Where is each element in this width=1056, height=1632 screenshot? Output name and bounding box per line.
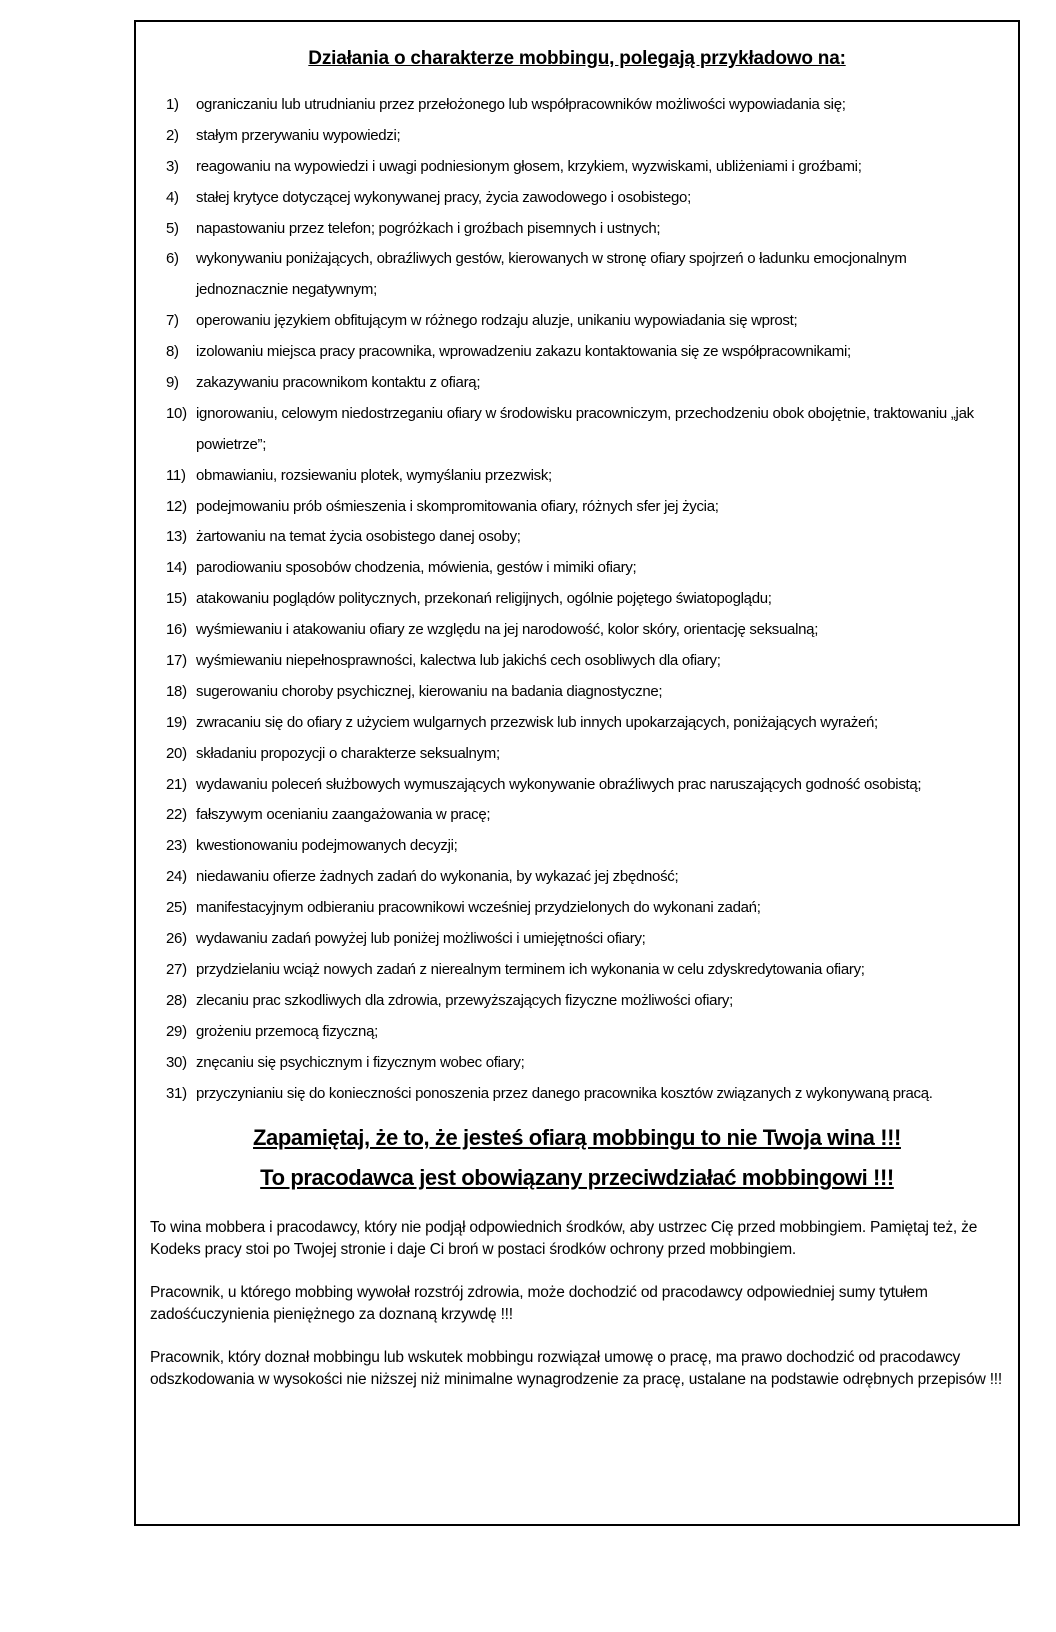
list-item (166, 553, 1000, 584)
list-item (166, 831, 1000, 862)
item-number: 16) (166, 621, 187, 639)
list-item (166, 244, 1000, 306)
list-item (166, 368, 1000, 399)
list-item (166, 584, 1000, 615)
item-text: wyśmiewaniu i atakowaniu ofiary ze względu na jej narodowość, kolor skóry, orientację seksualną; (196, 621, 819, 639)
item-text: zlecaniu prac szkodliwych dla zdrowia, przewyższających fizyczne możliwości ofiary; (196, 991, 733, 1009)
item-number: 19) (166, 713, 187, 731)
item-text: ograniczaniu lub utrudnianiu przez przełożonego lub współpracowników możliwości wypowiadania się; (196, 96, 846, 113)
item-number: 25) (166, 899, 187, 917)
item-text: zwracaniu się do ofiary z użyciem wulgarnych przezwisk lub innych upokarzających, poniżających wyrażeń; (196, 713, 878, 731)
item-text: kwestionowaniu podejmowanych decyzji; (196, 837, 458, 855)
item-number: 26) (166, 930, 187, 948)
item-text: grożeniu przemocą fizyczną; (196, 1022, 378, 1040)
list-item (166, 306, 1000, 337)
list-item (166, 492, 1000, 523)
item-number: 29) (166, 1022, 187, 1040)
item-number: 3) (166, 157, 179, 175)
list-item (166, 986, 1000, 1017)
emphasis-heading-victim-not-guilty: Zapamiętaj, że to, że jesteś ofiarą mobbingu to nie Twoja wina !!! (253, 1125, 901, 1151)
list-item (166, 522, 1000, 553)
item-number: 22) (166, 806, 187, 824)
list-item (166, 615, 1000, 646)
list-item (166, 183, 1000, 214)
paragraph-contract-termination-compensation: Pracownik, który doznał mobbingu lub wskutek mobbingu rozwiązał umowę o pracę, ma prawo dochodzić od pracodawcy odszkodowania w wysokości nie niższej niż minimalne wynagrodzenie za pracę, ustalane na podstawie odrębnych przepisów !!! (150, 1349, 1003, 1389)
list-item (166, 1017, 1000, 1048)
item-text: przyczynianiu się do konieczności ponoszenia przez danego pracownika kosztów związanych z wykonywaną pracą. (196, 1084, 933, 1102)
list-item (166, 214, 1000, 245)
list-item (166, 337, 1000, 368)
list-item (166, 862, 1000, 893)
list-item (166, 708, 1000, 739)
list-item (166, 770, 1000, 801)
list-item (166, 121, 1000, 152)
item-number: 17) (166, 652, 187, 670)
item-text: wyśmiewaniu niepełnosprawności, kalectwa lub jakichś cech osobliwych dla ofiary; (196, 652, 721, 670)
item-text: stałym przerywaniu wypowiedzi; (196, 126, 401, 144)
item-text: parodiowaniu sposobów chodzenia, mówienia, gestów i mimiki ofiary; (196, 559, 637, 577)
list-item (166, 1048, 1000, 1079)
item-number: 6) (166, 250, 179, 268)
item-text: sugerowaniu choroby psychicznej, kierowaniu na badania diagnostyczne; (196, 682, 663, 700)
item-number: 23) (166, 837, 187, 855)
item-number: 4) (166, 188, 179, 206)
list-item (166, 646, 1000, 677)
item-number: 12) (166, 497, 187, 515)
item-number: 20) (166, 744, 187, 762)
item-text: wydawaniu poleceń służbowych wymuszających wykonywanie obraźliwych prac naruszających godność osobistą; (196, 775, 922, 793)
item-text: znęcaniu się psychicznym i fizycznym wobec ofiary; (196, 1053, 525, 1071)
list-item (166, 893, 1000, 924)
item-text: operowaniu językiem obfitującym w różnego rodzaju aluzje, unikaniu wypowiadania się wprost; (196, 312, 798, 330)
item-text: izolowaniu miejsca pracy pracownika, wprowadzeniu zakazu kontaktowania się ze współpracownikami; (196, 343, 851, 361)
item-number: 11) (166, 466, 186, 484)
item-text: atakowaniu poglądów politycznych, przekonań religijnych, ogólnie pojętego światopoglądu; (196, 590, 772, 608)
item-number: 30) (166, 1053, 187, 1071)
item-number: 1) (166, 96, 179, 113)
item-number: 14) (166, 559, 187, 577)
list-item (166, 739, 1000, 770)
item-text: przydzielaniu wciąż nowych zadań z nierealnym terminem ich wykonania w celu zdyskredytowania ofiary; (196, 960, 865, 978)
item-number: 24) (166, 868, 187, 886)
paragraph-health-damage-compensation: Pracownik, u którego mobbing wywołał rozstrój zdrowia, może dochodzić od pracodawcy odpowiedniej sumy tytułem zadośćuczynienia pieniężnego za doznaną krzywdę !!! (150, 1284, 928, 1324)
list-item (166, 955, 1000, 986)
paragraph-mobber-and-employer-fault: To wina mobbera i pracodawcy, który nie podjął odpowiednich środków, aby ustrzec Cię przed mobbingiem. Pamiętaj też, że Kodeks pracy stoi po Twojej stronie i daje Ci broń w postaci środków ochrony przed mobbingiem. (150, 1219, 978, 1259)
list-item (166, 924, 1000, 955)
item-text: składaniu propozycji o charakterze seksualnym; (196, 744, 500, 762)
item-number: 15) (166, 590, 187, 608)
item-number: 27) (166, 960, 187, 978)
item-text: fałszywym ocenianiu zaangażowania w pracę; (196, 806, 491, 824)
item-text: zakazywaniu pracownikom kontaktu z ofiarą; (196, 374, 481, 392)
item-text: manifestacyjnym odbieraniu pracownikowi wcześniej przydzielonych do wykonani zadań; (196, 899, 761, 917)
closing-paragraphs (150, 1217, 1004, 1391)
item-number: 18) (166, 682, 187, 700)
item-number: 10) (166, 404, 187, 422)
item-number: 7) (166, 312, 179, 330)
list-item (166, 90, 1000, 121)
item-text: wykonywaniu poniżających, obraźliwych gestów, kierowanych w stronę ofiary spojrzeń o ładunku emocjonalnym jednoznacznie negatywnym; (196, 250, 907, 299)
item-number: 13) (166, 528, 187, 546)
emphasis-heading-employer-obligation: To pracodawca jest obowiązany przeciwdziałać mobbingowi !!! (260, 1165, 894, 1191)
item-text: obmawianiu, rozsiewaniu plotek, wymyślaniu przezwisk; (196, 466, 552, 484)
document-title: Działania o charakterze mobbingu, polegają przykładowo na: (308, 48, 846, 69)
document-border-frame (134, 20, 1020, 1526)
list-item (166, 677, 1000, 708)
item-text: reagowaniu na wypowiedzi i uwagi podniesionym głosem, krzykiem, wyzwiskami, ubliżeniami i groźbami; (196, 157, 862, 175)
item-text: ignorowaniu, celowym niedostrzeganiu ofiary w środowisku pracowniczym, przechodzeniu obok obojętnie, traktowaniu „jak powietrze”; (196, 404, 974, 453)
item-number: 31) (166, 1084, 187, 1102)
list-item (166, 800, 1000, 831)
item-number: 2) (166, 126, 179, 144)
list-item (166, 461, 1000, 492)
item-text: żartowaniu na temat życia osobistego danej osoby; (196, 528, 521, 546)
item-text: podejmowaniu prób ośmieszenia i skompromitowania ofiary, różnych sfer jej życia; (196, 497, 719, 515)
item-number: 5) (166, 219, 179, 237)
list-item (166, 152, 1000, 183)
item-text: wydawaniu zadań powyżej lub poniżej możliwości i umiejętności ofiary; (196, 930, 646, 948)
item-number: 8) (166, 343, 179, 361)
item-number: 28) (166, 991, 187, 1009)
item-text: niedawaniu ofierze żadnych zadań do wykonania, by wykazać jej zbędność; (196, 868, 679, 886)
item-number: 21) (166, 775, 187, 793)
item-text: napastowaniu przez telefon; pogróżkach i groźbach pisemnych i ustnych; (196, 219, 661, 237)
item-text: stałej krytyce dotyczącej wykonywanej pracy, życia zawodowego i osobistego; (196, 188, 691, 206)
list-item (166, 399, 1000, 461)
list-item (166, 1079, 1000, 1110)
item-number: 9) (166, 374, 179, 392)
mobbing-behaviors-list (166, 90, 1000, 1109)
